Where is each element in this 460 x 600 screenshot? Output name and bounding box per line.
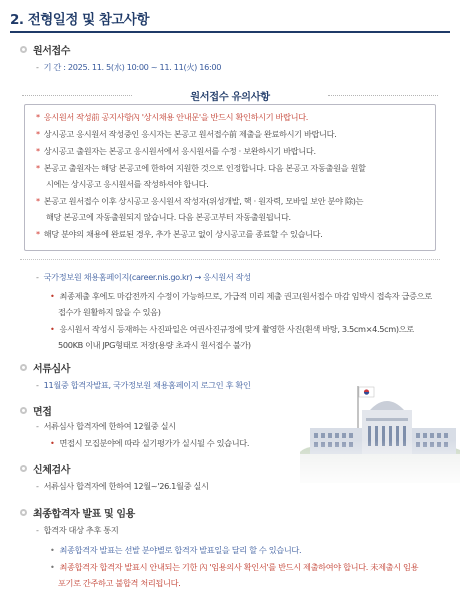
notice-item-cont: 시에는 상시공고 응시원서를 작성하셔야 합니다.	[46, 179, 209, 189]
section-application-title: 원서접수	[33, 46, 71, 57]
interview-line: - 서류심사 합격자에 한하여 12월중 실시	[36, 421, 176, 431]
site-note-cont: 500KB 이내 JPG형태로 저장(용량 초과시 원서접수 불가)	[58, 340, 251, 350]
notice-item: * 본공고 원서접수 이후 상시공고 응시원서 작성자(위성개발, 핵 · 원자력, 모바일 보안 분야 除)는	[36, 196, 364, 206]
final-line: - 합격자 대상 추후 통지	[36, 525, 119, 535]
dot-icon: -	[36, 62, 39, 72]
dot-icon: -	[36, 525, 39, 535]
dot-icon: -	[36, 380, 39, 390]
application-period: - 기 간 : 2025. 11. 5(水) 10:00 ~ 11. 11(火) 16:00	[36, 62, 222, 72]
final-note: • 최종합격자 발표는 선발 분야별로 합격자 발표일을 달리 할 수 있습니다.	[50, 545, 302, 555]
notice-item: * 해당 분야의 채용에 완료된 경우, 추가 본공고 없이 상시공고를 종료할 수 있습니다.	[36, 229, 323, 239]
circle-bullet-icon	[20, 46, 27, 53]
notice-item-cont: 해당 본공고에 자동출원되지 않습니다. 다음 본공고부터 자동출원됩니다.	[46, 212, 291, 222]
section-final: 최종합격자 발표 및 임용	[20, 505, 135, 520]
physical-line: - 서류심사 합격자에 한하여 12월~'26.1월중 실시	[36, 481, 209, 491]
circle-bullet-icon	[20, 465, 27, 472]
dot-icon: -	[36, 481, 39, 491]
site-line: - 국가정보원 채용홈페이지(career.nis.go.kr) → 응시원서 작성	[36, 272, 251, 282]
circle-bullet-icon	[20, 364, 27, 371]
circle-bullet-icon	[20, 407, 27, 414]
final-note: • 최종합격자 합격자 발표시 안내되는 기한 內 '임용의사 확인서'를 반드시 제출하여야 합니다. 未제출시 임용	[50, 562, 419, 572]
notice-title: 원서접수 유의사항	[190, 92, 270, 103]
section-document-review: 서류심사	[20, 360, 70, 375]
page-title: 2. 전형일정 및 참고사항	[10, 12, 149, 28]
document-review-line: - 11월중 합격자발표, 국가정보원 채용홈페이지 로그인 후 확인	[36, 380, 251, 390]
circle-bullet-icon	[20, 509, 27, 516]
site-note: • 응시원서 작성시 등재하는 사진파일은 여권사진규정에 맞게 촬영한 사진(흰색 바탕, 3.5cm×4.5cm)으로	[50, 324, 414, 334]
notice-item: * 상시공고 응시원서 작성중인 응시자는 본공고 원서접수前 제출을 완료하시기 바랍니다.	[36, 129, 337, 139]
interview-note: • 면접시 모집분야에 따라 실기평가가 실시될 수 있습니다.	[50, 438, 250, 448]
notice-item: * 본공고 출원자는 해당 본공고에 한하여 지원한 것으로 인정합니다. 다음 본공고 자동출원을 원할	[36, 163, 366, 173]
final-note-cont: 포기로 간주하고 불합격 처리됩니다.	[58, 578, 181, 588]
notice-item: * 응시원서 작성前 공지사항內 '상시채용 안내문'을 반드시 확인하시기 바랍니다.	[36, 112, 309, 122]
dot-icon: -	[36, 272, 39, 282]
section-interview: 면접	[20, 403, 52, 418]
site-note-cont: 접수가 원활하지 않을 수 있음)	[58, 307, 161, 317]
section-physical: 신체검사	[20, 461, 70, 476]
site-note: • 최종제출 후에도 마감전까지 수정이 가능하므로, 가급적 미리 제출 권고(원서접수 마감 임박시 접속자 급증으로	[50, 291, 432, 301]
notice-item: * 상시공고 출원자는 본공고 응시원서에서 응시원서를 수정 · 보완하시기 바랍니다.	[36, 146, 316, 156]
illustration-fade	[290, 440, 460, 490]
notice-rule-right	[328, 95, 438, 96]
section-application	[20, 42, 70, 57]
heading-divider	[10, 31, 450, 33]
dot-icon: -	[36, 421, 39, 431]
divider	[20, 259, 440, 260]
